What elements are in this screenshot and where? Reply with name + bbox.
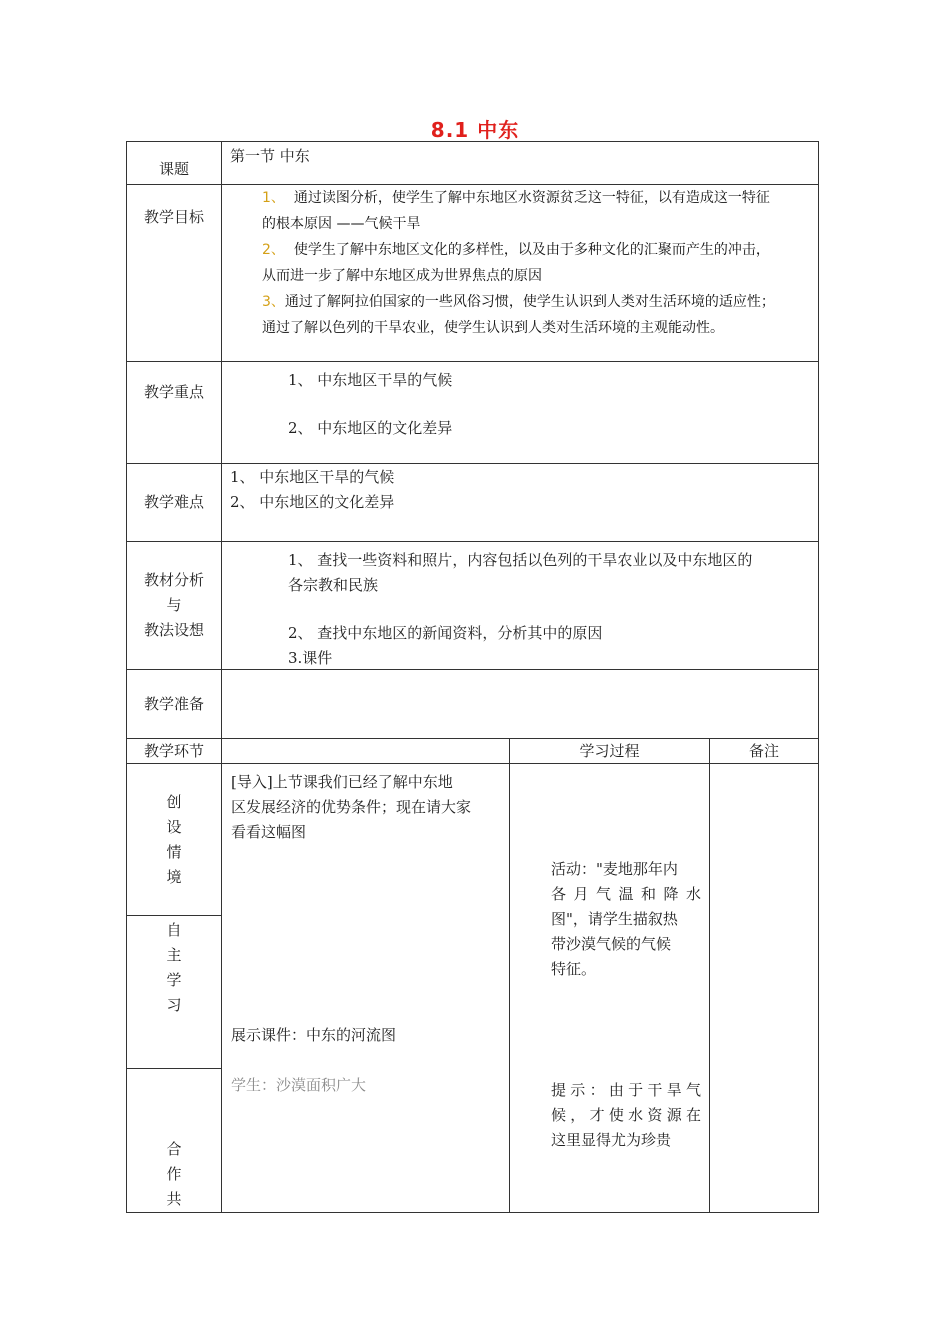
key-value-cell bbox=[221, 361, 819, 464]
stage-char: 设 bbox=[166, 818, 182, 836]
page-title: 8.1 中东 bbox=[430, 118, 520, 142]
analysis-label-line: 教材分析 bbox=[143, 571, 204, 589]
student-text: 学生：沙漠面积广大 bbox=[231, 1076, 367, 1094]
analysis-label-line: 教法设想 bbox=[143, 621, 204, 639]
difficult-label-cell bbox=[126, 463, 222, 542]
key-label-cell bbox=[126, 361, 222, 464]
process-middle-cell bbox=[509, 763, 710, 1213]
analysis-item-3: 3.课件 bbox=[288, 649, 333, 667]
analysis-label-line: 与 bbox=[166, 596, 182, 614]
key-label: 教学重点 bbox=[143, 383, 204, 401]
notes-cell bbox=[709, 763, 819, 1213]
goals-value-cell bbox=[221, 184, 819, 362]
stage-char: 习 bbox=[166, 996, 182, 1014]
stage-cell-1 bbox=[126, 763, 222, 916]
hint-line: 候，才使水资源在 bbox=[551, 1106, 701, 1124]
difficult-point: 1、 中东地区干旱的气候 bbox=[230, 468, 395, 486]
header-note: 备注 bbox=[748, 741, 779, 760]
activity-line: 特征。 bbox=[551, 960, 597, 978]
stage-char: 主 bbox=[166, 946, 182, 964]
goal-line: 2、 使学生了解中东地区文化的多样性，以及由于多种文化的汇聚而产生的冲击， bbox=[262, 242, 770, 258]
hint-line: 提示：由于干旱气 bbox=[551, 1081, 701, 1099]
goals-label: 教学目标 bbox=[143, 208, 204, 226]
goal-line: 1、 通过读图分析，使学生了解中东地区水资源贫乏这一特征，以有造成这一特征 bbox=[262, 190, 770, 206]
analysis-label-cell bbox=[126, 541, 222, 670]
key-point: 1、 中东地区干旱的气候 bbox=[288, 371, 453, 389]
intro-line: 区发展经济的优势条件；现在请大家 bbox=[231, 798, 472, 816]
activity-line: 图"，请学生描叙热 bbox=[551, 910, 678, 928]
goals-label-cell bbox=[126, 184, 222, 362]
analysis-item-2: 2、 查找中东地区的新闻资料，分析其中的原因 bbox=[288, 624, 603, 642]
analysis-item-1-cont: 各宗教和民族 bbox=[288, 576, 379, 594]
difficult-label: 教学难点 bbox=[143, 493, 204, 511]
activity-line: 活动："麦地那年内 bbox=[551, 860, 678, 878]
topic-value: 第一节 中东 bbox=[230, 147, 310, 165]
key-point: 2、 中东地区的文化差异 bbox=[288, 419, 453, 437]
stage-char: 共 bbox=[166, 1190, 182, 1208]
stage-char: 创 bbox=[166, 793, 182, 811]
header-process: 学习过程 bbox=[579, 741, 640, 760]
courseware-text: 展示课件：中东的河流图 bbox=[231, 1026, 397, 1044]
prep-label-cell bbox=[126, 669, 222, 739]
topic-value-cell bbox=[221, 141, 819, 185]
goal-line: 3、通过了解阿拉伯国家的一些风俗习惯，使学生认识到人类对生活环境的适应性； bbox=[262, 294, 775, 310]
stage-char: 情 bbox=[166, 843, 182, 861]
stage-cell-2 bbox=[126, 915, 222, 1069]
stage-cell-3 bbox=[126, 1068, 222, 1213]
hint-line: 这里显得尤为珍贵 bbox=[551, 1131, 672, 1149]
activity-line: 各月气温和降水 bbox=[551, 885, 701, 903]
header-stage-cell bbox=[126, 738, 222, 764]
header-left-cell bbox=[221, 738, 510, 764]
prep-label: 教学准备 bbox=[143, 694, 204, 713]
stage-char: 境 bbox=[166, 868, 182, 886]
goal-line: 的根本原因 ——气候干旱 bbox=[262, 216, 421, 232]
process-left-cell bbox=[221, 763, 510, 1213]
goal-line: 通过了解以色列的干旱农业，使学生认识到人类对生活环境的主观能动性。 bbox=[262, 320, 724, 336]
header-note-cell bbox=[709, 738, 819, 764]
prep-value-cell bbox=[221, 669, 819, 739]
goal-line: 从而进一步了解中东地区成为世界焦点的原因 bbox=[262, 268, 542, 284]
stage-char: 学 bbox=[166, 971, 182, 989]
difficult-point: 2、 中东地区的文化差异 bbox=[230, 493, 395, 511]
intro-line: 看看这幅图 bbox=[231, 823, 307, 841]
header-process-cell bbox=[509, 738, 710, 764]
stage-char: 作 bbox=[166, 1165, 182, 1183]
analysis-item-1: 1、 查找一些资料和照片，内容包括以色列的干旱农业以及中东地区的 bbox=[288, 551, 753, 569]
topic-label-cell bbox=[126, 141, 222, 185]
activity-line: 带沙漠气候的气候 bbox=[551, 935, 672, 953]
header-stage: 教学环节 bbox=[143, 741, 204, 760]
stage-char: 自 bbox=[166, 921, 182, 939]
stage-char: 合 bbox=[166, 1140, 182, 1158]
intro-line: [导入]上节课我们已经了解中东地 bbox=[231, 773, 453, 791]
topic-label: 课题 bbox=[158, 160, 189, 178]
difficult-value-cell bbox=[221, 463, 819, 542]
analysis-value-cell bbox=[221, 541, 819, 670]
